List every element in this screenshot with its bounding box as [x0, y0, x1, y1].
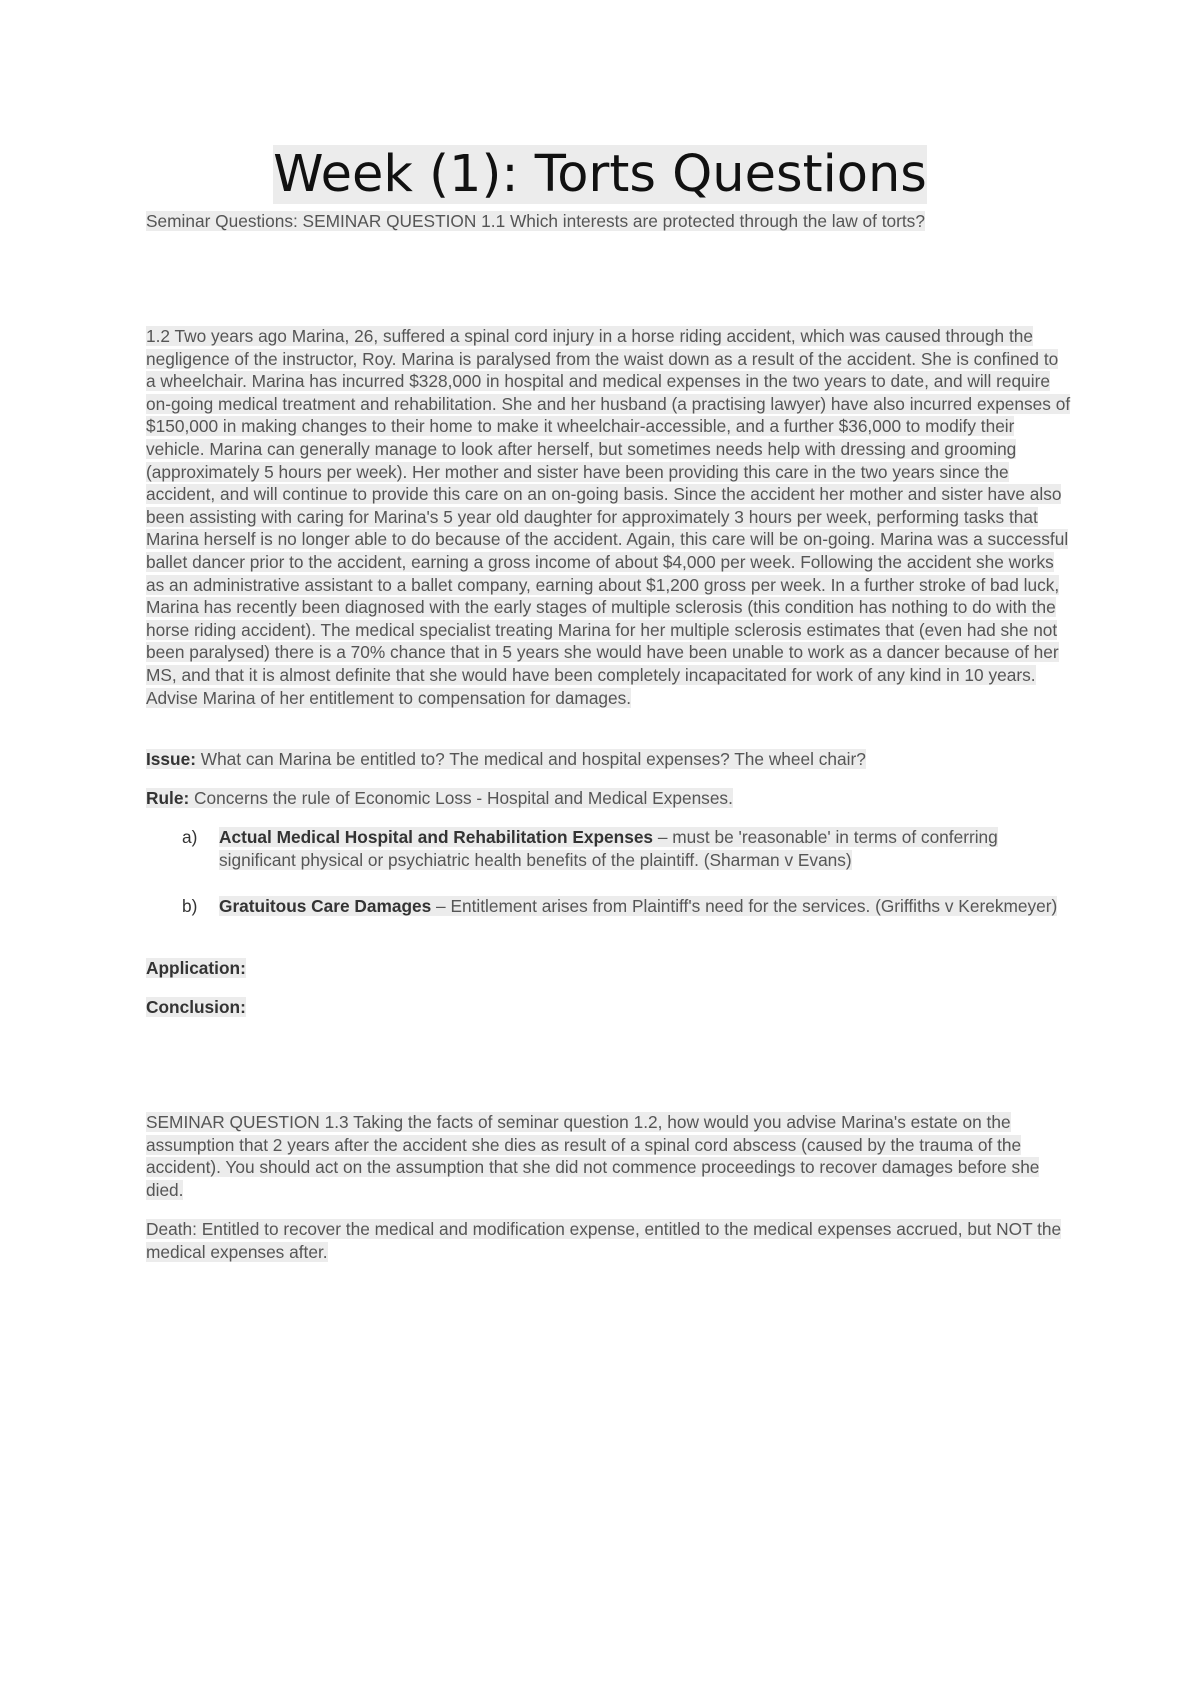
- list-item-text: – must be 'reasonable' in terms of conferring significant physical or psychiatric health benefits of the plaintiff. (Sharman v Evans): [219, 827, 998, 870]
- seminar-intro: [146, 210, 1076, 233]
- seminar-intro-text: Seminar Questions: SEMINAR QUESTION 1.1 Which interests are protected through the law of torts?: [146, 211, 925, 231]
- death-note-text: Death: Entitled to recover the medical and modification expense, entitled to the medical expenses accrued, but NOT the medical expenses after.: [146, 1219, 1062, 1262]
- rule-text: Concerns the rule of Economic Loss - Hospital and Medical Expenses.: [189, 788, 733, 808]
- conclusion-label: Conclusion:: [146, 997, 246, 1017]
- issue-text: What can Marina be entitled to? The medical and hospital expenses? The wheel chair?: [195, 749, 866, 769]
- list-item-text: – Entitlement arises from Plaintiff's need for the services. (Griffiths v Kerekmeyer): [431, 896, 1058, 916]
- rule-label: Rule:: [146, 788, 190, 808]
- list-item-heading: Actual Medical Hospital and Rehabilitation Expenses: [219, 827, 654, 847]
- list-item-heading: Gratuitous Care Damages: [219, 896, 432, 916]
- question-1-2: [146, 325, 1071, 709]
- issue-label: Issue:: [146, 749, 196, 769]
- question-1-3-text: SEMINAR QUESTION 1.3 Taking the facts of seminar question 1.2, how would you advise Marina's estate on the assumption that 2 years after the accident she dies as result of a spinal cord abscess (caused by the trauma of the accident). You should act on the assumption that she did not commence proceedings to recover damages before she died.: [146, 1112, 1040, 1200]
- application-label: Application:: [146, 958, 246, 978]
- list-marker: a): [182, 827, 198, 847]
- list-item-content: [219, 826, 1071, 871]
- conclusion-heading: [146, 996, 246, 1019]
- issue-paragraph: [146, 748, 1071, 771]
- rule-paragraph: [146, 787, 1071, 810]
- list-item-content: [219, 895, 1071, 918]
- page-title: [0, 144, 1200, 206]
- page-title-text: Week (1): Torts Questions: [273, 145, 927, 204]
- question-1-2-text: 1.2 Two years ago Marina, 26, suffered a spinal cord injury in a horse riding accident, which was caused through the negligence of the instructor, Roy. Marina is paralysed from the waist down as a result of the accident. She is confined to a wheelchair. Marina has incurred $328,000 in hospital and medical expenses in the two years to date, and will require on-going medical treatment and rehabilitation. She and her husband (a practising lawyer) have also incurred expenses of $150,000 in making changes to their home to make it wheelchair-accessible, and a further $36,000 to modify their vehicle. Marina can generally manage to look after herself, but sometimes needs help with dressing and grooming (approximately 5 hours per week). Her mother and sister have been providing this care in the two years since the accident, and will continue to provide this care on an on-going basis. Since the accident her mother and sister have also been assisting with caring for Marina's 5 year old daughter for approximately 3 hours per week, performing tasks that Marina herself is no longer able to do because of the accident. Again, this care will be on-going. Marina was a successful ballet dancer prior to the accident, earning a gross income of about $4,000 per week. Following the accident she works as an administrative assistant to a ballet company, earning about $1,200 gross per week. In a further stroke of bad luck, Marina has recently been diagnosed with the early stages of multiple sclerosis (this condition has nothing to do with the horse riding accident). The medical specialist treating Marina for her multiple sclerosis estimates that (even had she not been paralysed) there is a 70% chance that in 5 years she would have been unable to work as a dancer because of her MS, and that it is almost definite that she would have been completely incapacitated for work of any kind in 10 years. Advise Marina of her entitlement to compensation for damages.: [146, 326, 1071, 708]
- death-note: [146, 1218, 1071, 1263]
- application-heading: [146, 957, 246, 980]
- list-marker: b): [182, 896, 198, 916]
- question-1-3: [146, 1111, 1071, 1201]
